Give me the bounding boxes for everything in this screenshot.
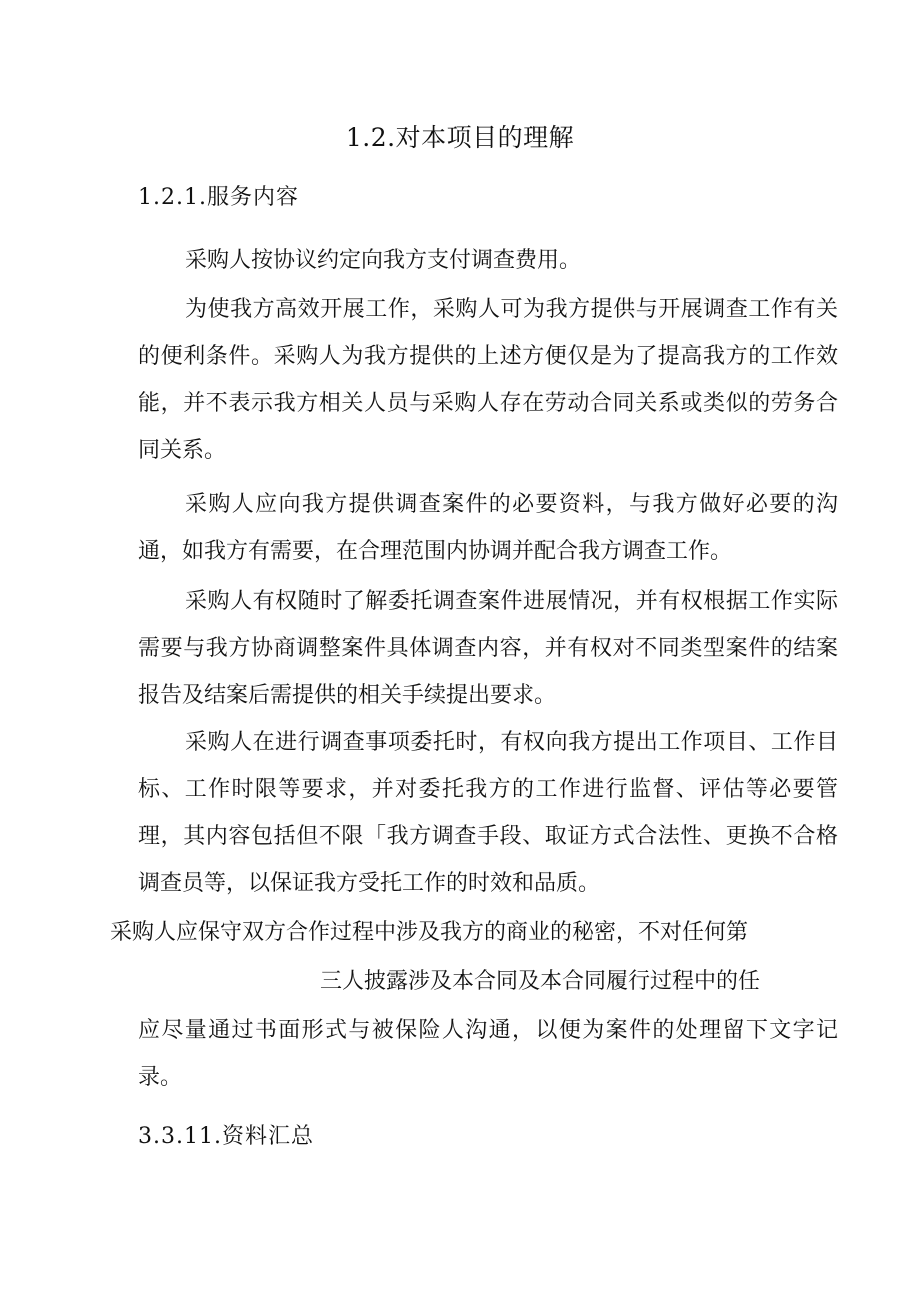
paragraph-materials: 采购人应向我方提供调查案件的必要资料，与我方做好必要的沟通，如我方有需要，在合理范围内协调并配合我方调查工作。 [138,492,838,564]
page-title: 1.2.对本项目的理解 [345,123,575,152]
paragraph-supervision: 采购人在进行调查事项委托时，有权向我方提出工作项目、工作目标、工作时限等要求，并对委托我方的工作进行监督、评估等必要管理，其内容包括但不限「我方调查手段、取证方式合法性、更换不合格调查员等，以保证我方受托工作的时效和品质。 [138,730,838,896]
confidentiality-line-1: 采购人应保守双方合作过程中涉及我方的商业的秘密，不对任何第 [110,920,749,945]
footer-heading: 3.3.11.资料汇总 [138,1124,314,1149]
confidentiality-line-2: 三人披露涉及本合同及本合同履行过程中的任 [320,969,761,994]
paragraph-payment: 采购人按协议约定向我方支付调查费用。 [185,248,582,273]
section-heading: 1.2.1.服务内容 [138,185,299,210]
paragraph-progress: 采购人有权随时了解委托调查案件进展情况，并有权根据工作实际需要与我方协商调整案件具体调查内容，并有权对不同类型案件的结案报告及结案后需提供的相关手续提出要求。 [138,589,838,708]
paragraph-facilities: 为使我方高效开展工作，采购人可为我方提供与开展调查工作有关的便利条件。采购人为我方提供的上述方便仅是为了提高我方的工作效能，并不表示我方相关人员与采购人存在劳动合同关系或类似的劳务合同关系。 [138,297,838,463]
paragraph-communication: 应尽量通过书面形式与被保险人沟通，以便为案件的处理留下文字记录。 [138,1018,838,1090]
